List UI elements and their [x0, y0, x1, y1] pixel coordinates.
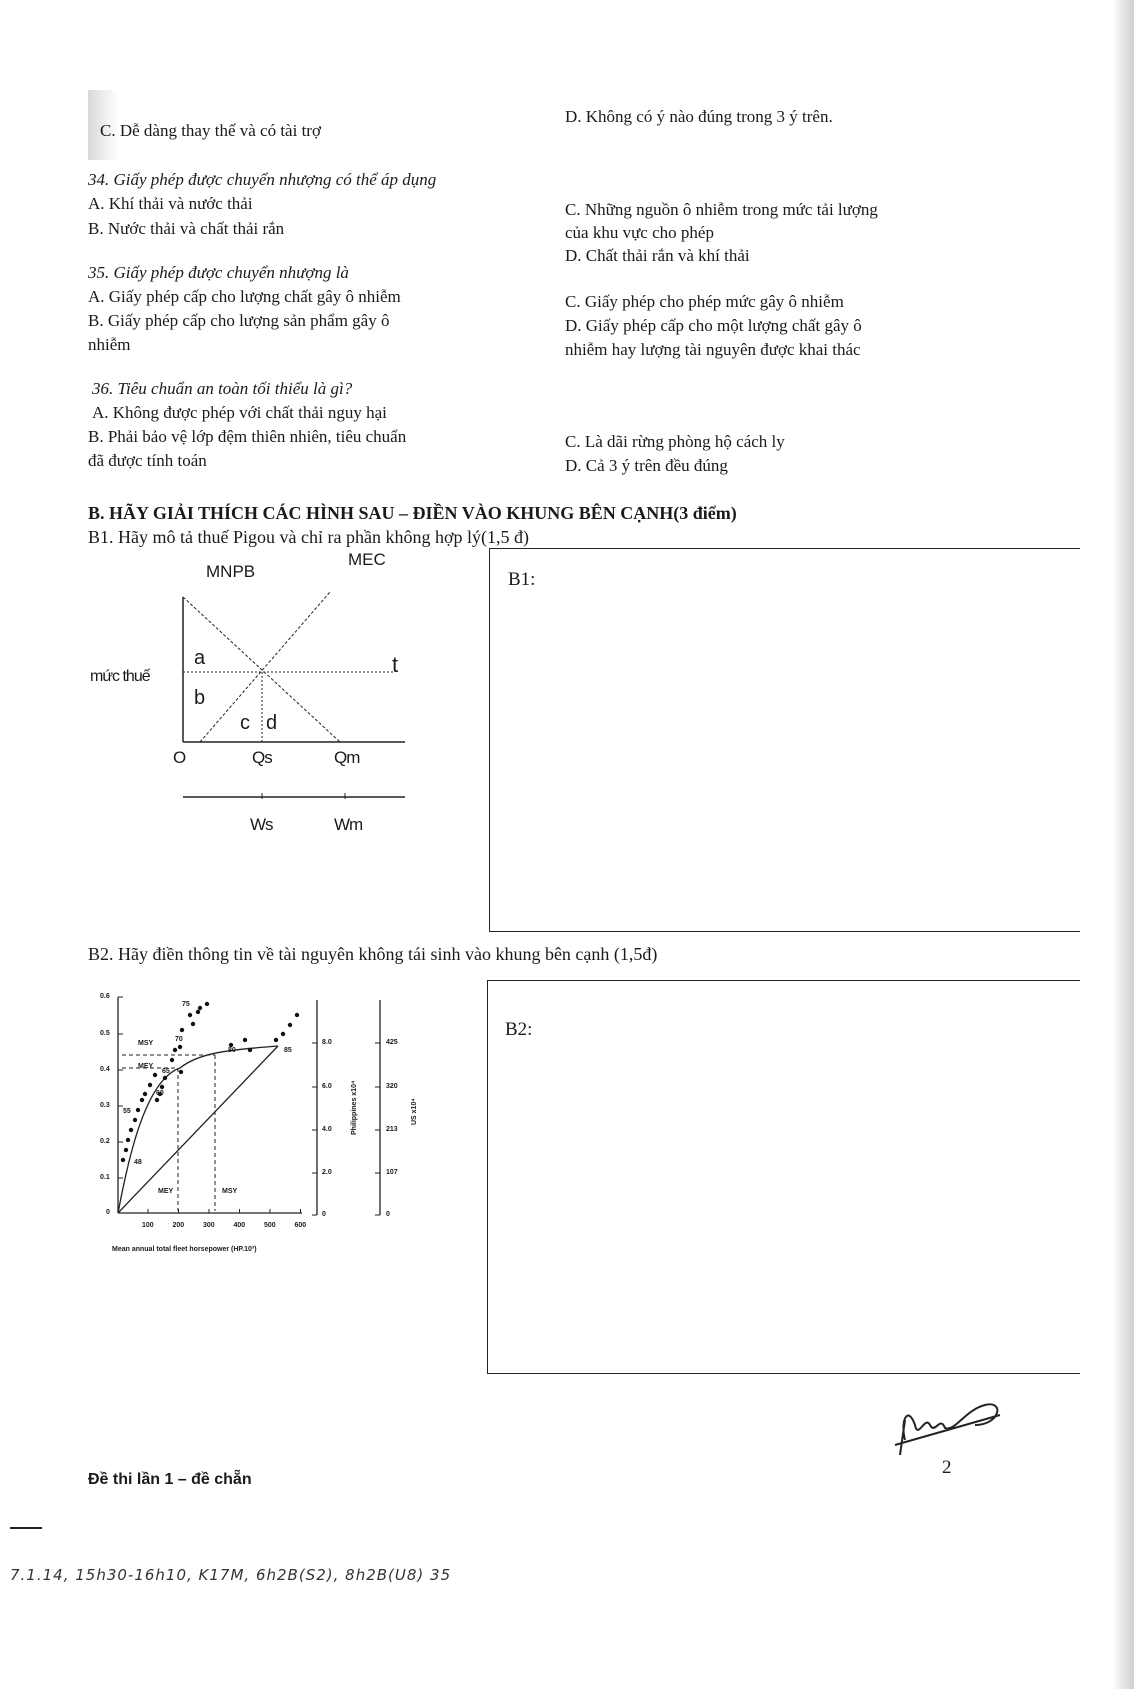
mey-label-bottom: MEY	[158, 1188, 174, 1195]
q34-option-c: C. Những nguồn ô nhiễm trong mức tải lượng	[565, 200, 878, 219]
msy-label-top: MSY	[138, 1040, 154, 1047]
msy-label-bottom: MSY	[222, 1188, 238, 1195]
us-tick-label: 320	[386, 1083, 398, 1090]
qm-label: Qm	[334, 748, 360, 767]
point-label: 55	[123, 1108, 131, 1115]
area-d-label: d	[266, 712, 278, 734]
b2-box-label: B2:	[505, 1019, 533, 1040]
b2-prompt: B2. Hãy điền thông tin về tài nguyên không tái sinh vào khung bên cạnh (1,5đ)	[88, 944, 658, 964]
section-b-heading: B. HÃY GIẢI THÍCH CÁC HÌNH SAU – ĐIỀN VÀO KHUNG BÊN CẠNH(3 điểm)	[88, 503, 737, 523]
t-label: t	[392, 652, 399, 677]
mey-label-top: MEY	[138, 1063, 154, 1070]
philippines-tick-label: 8.0	[322, 1039, 332, 1046]
point-label: 48	[134, 1159, 142, 1166]
b1-box-label: B1:	[508, 569, 536, 590]
y-tick-label: 0.3	[100, 1102, 110, 1109]
qs-label: Qs	[252, 748, 272, 767]
wm-label: Wm	[334, 815, 363, 834]
q36-option-c: C. Là dãi rừng phòng hộ cách ly	[565, 432, 785, 451]
q36-option-b: B. Phải bảo vệ lớp đệm thiên nhiên, tiêu chuẩn	[88, 427, 407, 446]
q36-question: 36. Tiêu chuẩn an toàn tối thiểu là gì?	[92, 379, 353, 398]
x-tick-label: 500	[264, 1222, 276, 1229]
us-axis-title: US x10⁴	[411, 1098, 418, 1125]
philippines-axis-title: Philippines x10⁴	[351, 1080, 358, 1135]
point-label: 60	[156, 1090, 164, 1097]
q36-option-b-cont: đã được tính toán	[88, 451, 207, 470]
q35-option-b: B. Giấy phép cấp cho lượng sản phẩm gây ô	[88, 311, 390, 330]
q33-option-c: C. Dễ dàng thay thế và có tài trợ	[100, 121, 321, 140]
q35-option-a: A. Giấy phép cấp cho lượng chất gây ô nhiễm	[88, 287, 401, 306]
us-tick-label: 425	[386, 1039, 398, 1046]
y-tick-label: 0.2	[100, 1138, 110, 1145]
origin-label: O	[173, 748, 187, 767]
x-tick-label: 100	[142, 1222, 154, 1229]
q35-option-d: D. Giấy phép cấp cho một lượng chất gây ô	[565, 316, 862, 335]
q34-question: 34. Giấy phép được chuyển nhượng có thể áp dụng	[88, 170, 437, 189]
point-label: 75	[182, 1001, 190, 1008]
point-label: 85	[284, 1047, 292, 1054]
y-tick-label: 0.6	[100, 993, 110, 1000]
q33-option-d: D. Không có ý nào đúng trong 3 ý trên.	[565, 107, 833, 126]
area-a-label: a	[194, 647, 206, 669]
q34-option-c-cont: của khu vực cho phép	[565, 223, 714, 242]
q34-option-a: A. Khí thải và nước thải	[88, 194, 253, 213]
philippines-tick-label: 4.0	[322, 1126, 332, 1133]
y-tick-label: 0	[106, 1209, 110, 1216]
b1-prompt: B1. Hãy mô tả thuế Pigou và chỉ ra phần không hợp lý(1,5 đ)	[88, 527, 529, 547]
y-tick-label: 0.5	[100, 1030, 110, 1037]
q35-option-c: C. Giấy phép cho phép mức gây ô nhiễm	[565, 292, 844, 311]
us-tick-label: 107	[386, 1169, 398, 1176]
point-label: 65	[162, 1068, 170, 1075]
y-tick-label: 0.1	[100, 1174, 110, 1181]
q34-option-d: D. Chất thải rắn và khí thải	[565, 246, 750, 265]
q34-option-b: B. Nước thải và chất thải rắn	[88, 219, 285, 238]
q36-option-a: A. Không được phép với chất thải nguy hại	[92, 403, 387, 422]
point-label: 80	[228, 1047, 236, 1054]
q35-option-d-cont: nhiễm hay lượng tài nguyên được khai thác	[565, 340, 861, 359]
x-tick-label: 400	[233, 1222, 246, 1229]
q35-question: 35. Giấy phép được chuyển nhượng là	[88, 263, 349, 282]
us-tick-label: 0	[386, 1211, 390, 1218]
exam-label: Đề thi lần 1 – đề chẵn	[88, 1471, 252, 1488]
philippines-tick-label: 6.0	[322, 1083, 332, 1090]
area-c-label: c	[240, 712, 250, 734]
x-axis-title: Mean annual total fleet horsepower (HP.10³)	[112, 1246, 257, 1253]
point-label: 70	[175, 1036, 183, 1043]
area-b-label: b	[194, 687, 206, 709]
y-tick-label: 0.4	[100, 1066, 110, 1073]
handwritten-note: 7.1.14, 15h30-16h10, K17M, 6h2B(S2), 8h2B(U8) 35	[10, 1566, 452, 1584]
philippines-tick-label: 2.0	[322, 1169, 332, 1176]
x-tick-label: 600	[294, 1222, 307, 1229]
us-tick-label: 213	[386, 1126, 398, 1133]
philippines-tick-label: 0	[322, 1211, 326, 1218]
x-tick-label: 300	[203, 1222, 215, 1229]
mnpb-label: MNPB	[206, 562, 256, 581]
q35-option-b-cont: nhiễm	[88, 335, 131, 354]
page-number: 2	[942, 1457, 952, 1478]
ws-label: Ws	[250, 815, 273, 834]
mec-label: MEC	[348, 550, 386, 569]
x-tick-label: 200	[172, 1222, 185, 1229]
q36-option-d: D. Cả 3 ý trên đều đúng	[565, 456, 728, 475]
tax-level-label: mức thuế	[90, 668, 150, 685]
